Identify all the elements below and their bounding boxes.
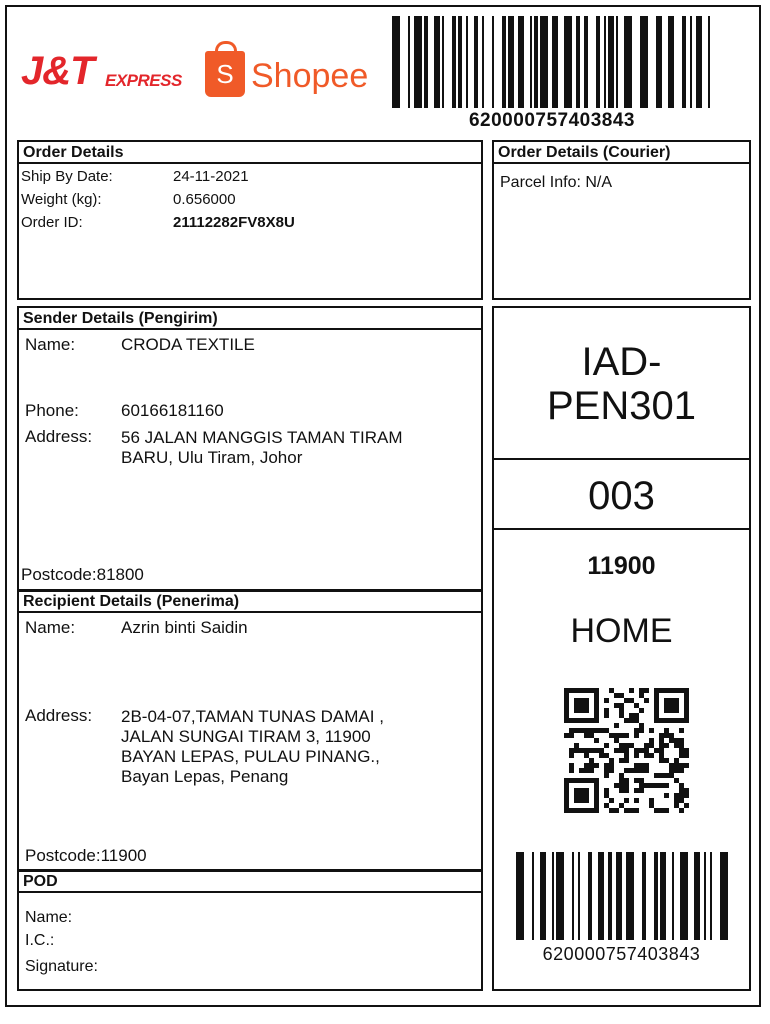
sender-phone-row: [25, 402, 224, 420]
order-id-value: 21112282FV8X8U: [173, 214, 295, 231]
sender-phone-label: Phone:: [25, 401, 79, 420]
recipient-address-label: Address:: [25, 706, 93, 725]
sender-name-label: Name:: [25, 335, 76, 354]
sender-address-row: [25, 428, 403, 468]
recipient-postcode-label: Postcode:: [25, 846, 101, 865]
sender-name-value: CRODA TEXTILE: [121, 335, 255, 354]
bottom-tracking-number: 620000757403843: [542, 944, 701, 964]
sender-details-section: [17, 306, 483, 592]
shopee-bag-letter: S: [216, 59, 234, 89]
ship-by-label: Ship By Date:: [21, 168, 113, 185]
sender-address-line1: 56 JALAN MANGGIS TAMAN TIRAM: [121, 428, 403, 447]
routing-postcode: 11900: [587, 552, 656, 580]
shopee-logo-text: Shopee: [251, 57, 369, 95]
courier-details-title: Order Details (Courier): [494, 142, 749, 164]
recipient-postcode-row: [25, 847, 147, 865]
order-id-row: [21, 214, 295, 232]
sender-address-label: Address:: [25, 427, 93, 446]
recipient-name-value: Azrin binti Saidin: [121, 618, 248, 637]
barcode-icon: [392, 16, 712, 108]
recipient-details-title: Recipient Details (Penerima): [19, 591, 481, 613]
sender-phone-value: 60166181160: [121, 401, 224, 420]
routing-divider-1: [494, 458, 749, 460]
ship-by-value: 24-11-2021: [173, 168, 249, 185]
sender-postcode-label: Postcode:: [21, 565, 97, 584]
sender-postcode-value: 81800: [96, 565, 144, 584]
shipping-label: [5, 5, 761, 1007]
routing-section: [492, 306, 751, 991]
weight-row: [21, 191, 236, 209]
recipient-postcode-value: 11900: [100, 846, 147, 865]
sender-name-row: [25, 336, 255, 354]
routing-code-line1: IAD-: [581, 340, 662, 384]
pod-name-label: Name:: [25, 909, 73, 926]
order-details-title: Order Details: [19, 142, 481, 164]
shopee-logo: [203, 37, 373, 101]
recipient-address-line1: 2B-04-07,TAMAN TUNAS DAMAI ,: [121, 707, 384, 726]
recipient-address-row: [25, 707, 384, 787]
courier-details-section: [492, 140, 751, 300]
jt-logo-text: J&T: [21, 49, 94, 93]
qr-code-icon: [564, 688, 689, 813]
recipient-details-section: [17, 589, 483, 872]
routing-code: [494, 340, 749, 428]
recipient-name-label: Name:: [25, 618, 76, 637]
parcel-info: Parcel Info: N/A: [500, 174, 613, 191]
shopping-bag-icon: [205, 51, 245, 97]
recipient-address-line3: BAYAN LEPAS, PULAU PINANG.,: [121, 747, 380, 766]
sender-postcode-row: [21, 566, 144, 584]
top-tracking-number: 620000757403843: [468, 110, 635, 131]
jt-express-logo: [21, 47, 191, 99]
ship-by-row: [21, 168, 249, 186]
pod-signature-label: Signature:: [25, 958, 98, 975]
delivery-type: HOME: [570, 612, 673, 650]
recipient-name-row: [25, 619, 248, 637]
sender-address-line2: BARU, Ulu Tiram, Johor: [121, 448, 303, 467]
routing-code-line2: PEN301: [547, 384, 696, 428]
jt-logo-subtext: EXPRESS: [105, 71, 182, 90]
recipient-address-line4: Bayan Lepas, Penang: [121, 767, 289, 786]
recipient-address-line2: JALAN SUNGAI TIRAM 3, 11900: [121, 727, 371, 746]
sort-number: 003: [588, 474, 655, 518]
barcode-icon: [516, 852, 730, 940]
pod-title: POD: [19, 871, 481, 893]
weight-value: 0.656000: [173, 191, 236, 208]
routing-divider-2: [494, 528, 749, 530]
sender-details-title: Sender Details (Pengirim): [19, 308, 481, 330]
order-id-label: Order ID:: [21, 214, 83, 231]
weight-label: Weight (kg):: [21, 191, 102, 208]
pod-ic-label: I.C.:: [25, 932, 55, 949]
order-details-section: [17, 140, 483, 300]
pod-section: [17, 869, 483, 991]
